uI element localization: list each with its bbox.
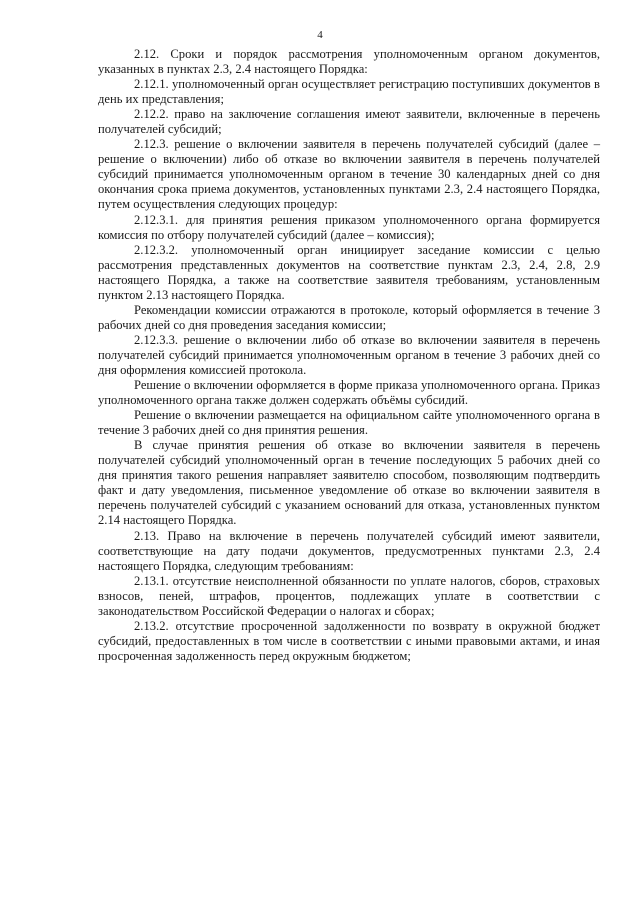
paragraph-2-12-3: 2.12.3. решение о включении заявителя в перечень получателей субсидий (далее – решение о включении) либо об отказе во включении заявителя в перечень получателей субсидий принимается уполномоченным органом в течение 30 календарных дней со дня окончания срока приема документов, установленных пунктами 2.3, 2.4 настоящего Порядка, путем осуществления следующих процедур: <box>98 137 600 212</box>
page-number: 4 <box>317 29 323 41</box>
paragraph-commission-recommendations: Рекомендации комиссии отражаются в протоколе, который оформляется в течение 3 рабочих дней со дня проведения заседания комиссии; <box>98 302 600 332</box>
document-body <box>98 47 600 664</box>
paragraph-2-12-1: 2.12.1. уполномоченный орган осуществляет регистрацию поступивших документов в день их представления; <box>98 77 600 107</box>
paragraph-decision-form: Решение о включении оформляется в форме приказа уполномоченного органа. Приказ уполномоченного органа также должен содержать объёмы субсидий. <box>98 378 600 408</box>
paragraph-2-13: 2.13. Право на включение в перечень получателей субсидий имеют заявители, соответствующие на дату подачи документов, предусмотренных пунктами 2.3, 2.4 настоящего Порядка, следующим требованиям: <box>98 528 600 573</box>
paragraph-refusal-notice: В случае принятия решения об отказе во включении заявителя в перечень получателей субсидий уполномоченный орган в течение последующих 5 рабочих дней со дня принятия такого решения направляет заявителю способом, позволяющим подтвердить факт и дату уведомления, письменное уведомление об отказе во включении заявителя в перечень получателей субсидий с указанием оснований для отказа, установленных пунктом 2.14 настоящего Порядка. <box>98 438 600 528</box>
paragraph-2-13-1: 2.13.1. отсутствие неисполненной обязанности по уплате налогов, сборов, страховых взносов, пеней, штрафов, процентов, подлежащих уплате в соответствии с законодательством Российской Федерации о налогах и сборах; <box>98 573 600 618</box>
paragraph-2-12: 2.12. Сроки и порядок рассмотрения уполномоченным органом документов, указанных в пунктах 2.3, 2.4 настоящего Порядка: <box>98 47 600 77</box>
paragraph-2-13-2: 2.13.2. отсутствие просроченной задолженности по возврату в окружной бюджет субсидий, предоставленных в том числе в соответствии с иными правовыми актами, и иная просроченная задолженность перед окружным бюджетом; <box>98 618 600 663</box>
paragraph-2-12-2: 2.12.2. право на заключение соглашения имеют заявители, включенные в перечень получателей субсидий; <box>98 107 600 137</box>
paragraph-2-12-3-3: 2.12.3.3. решение о включении либо об отказе во включении заявителя в перечень получателей субсидий принимается уполномоченным органом в течение 3 рабочих дней со дня оформления комиссией протокола. <box>98 332 600 377</box>
paragraph-2-12-3-1: 2.12.3.1. для принятия решения приказом уполномоченного органа формируется комиссия по отбору получателей субсидий (далее – комиссия); <box>98 212 600 242</box>
paragraph-decision-publication: Решение о включении размещается на официальном сайте уполномоченного органа в течение 3 рабочих дней со дня принятия решения. <box>98 408 600 438</box>
paragraph-2-12-3-2: 2.12.3.2. уполномоченный орган инициирует заседание комиссии с целью рассмотрения представленных документов на соответствие пунктам 2.3, 2.4, 2.8, 2.9 настоящего Порядка, а также на соответствие заявителя требованиям, установленным пунктом 2.13 настоящего Порядка. <box>98 242 600 302</box>
